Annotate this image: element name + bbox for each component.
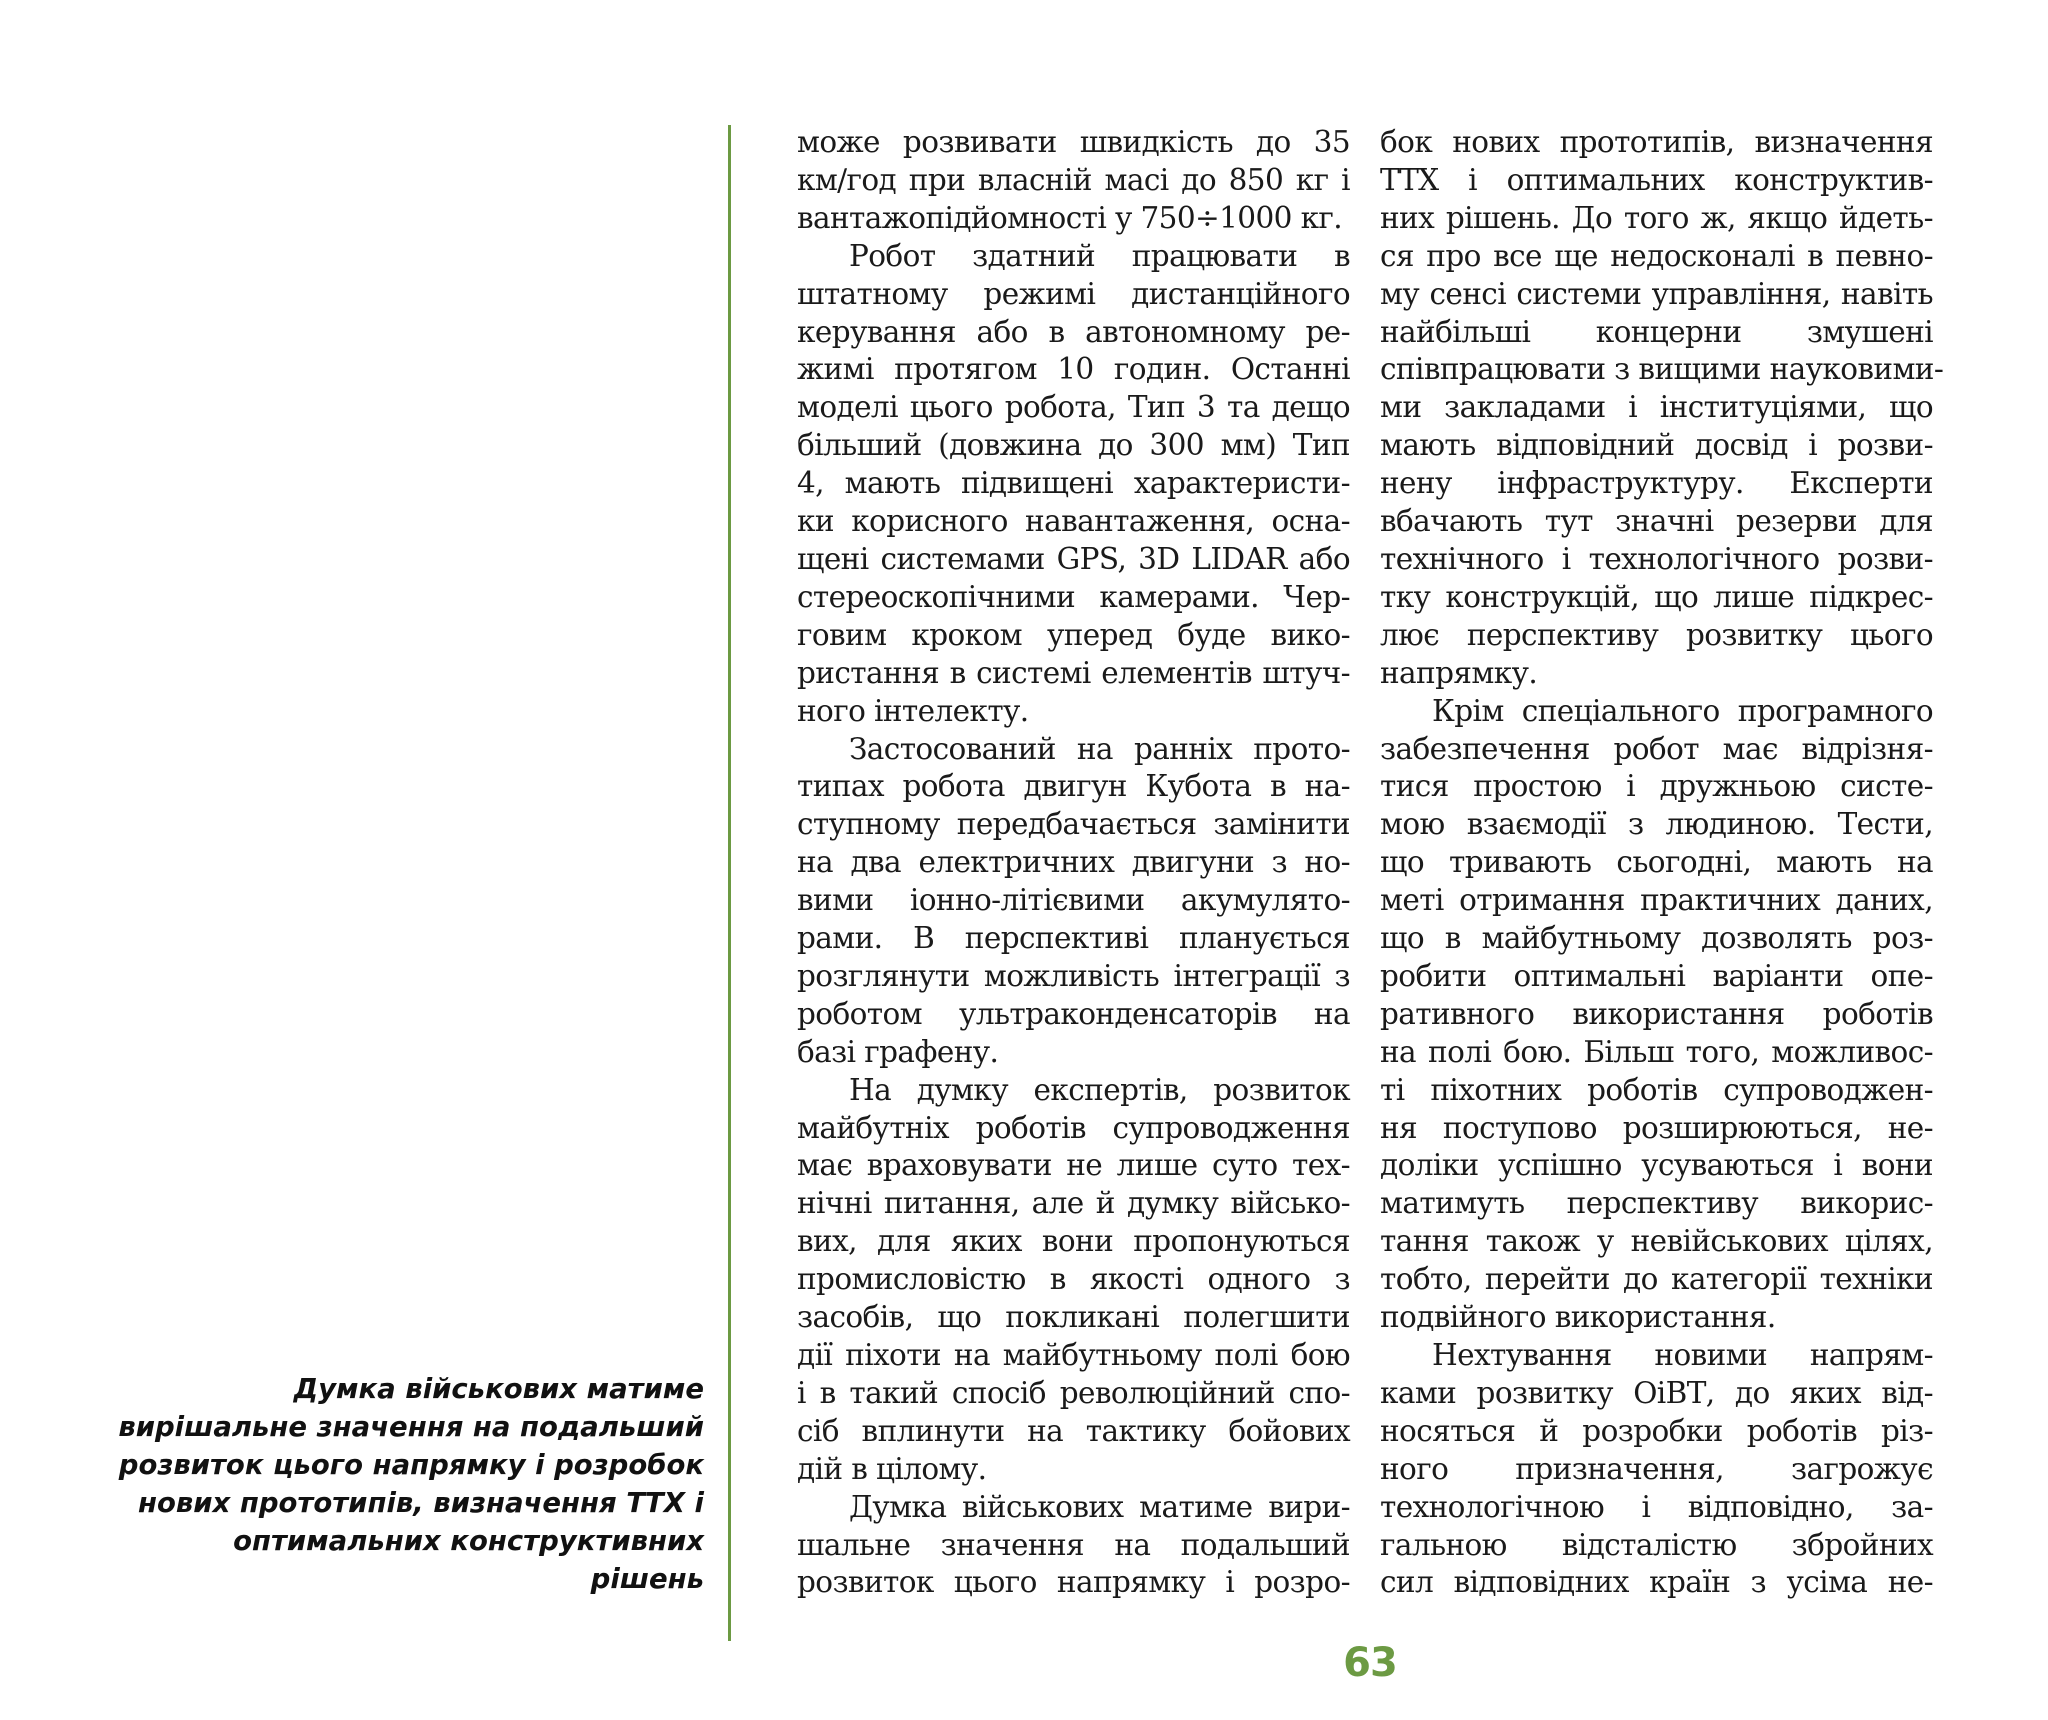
column-divider [728,125,731,1641]
text-line: Думка військових матиме вири- [849,1489,1350,1524]
text-line: ті піхотних роботів супроводжен- [1380,1072,1933,1107]
text-line: ками розвитку ОіВТ, до яких від- [1380,1375,1933,1410]
text-line: тобто, перейти до категорії техніки [1380,1262,1933,1297]
text-line: типах робота двигун Кубота в на- [797,769,1350,804]
text-line: щені системами GPS, 3D LIDAR або [797,541,1350,576]
text-line: дії піхоти на майбутньому полі бою [797,1338,1350,1372]
text-line: меті отримання практичних даних, [1380,883,1933,918]
text-line: доліки успішно усуваються і вони [1380,1148,1933,1183]
text-line: що тривають сьогодні, мають на [1380,845,1933,880]
text-line: робити оптимальні варіанти опе- [1380,958,1933,993]
pull-quote-line: розвиток цього напрямку і розробок [118,1449,704,1481]
text-line: вбачають тут значні резерви для [1380,504,1933,539]
text-line: найбільші концерни змушені [1380,314,1933,349]
text-line: матимуть перспективу викорис- [1380,1186,1933,1221]
text-line: співпрацювати з вищими науковими- [1380,352,1944,387]
text-line: розвиток цього напрямку і розро- [797,1565,1350,1600]
pull-quote [110,1370,704,1598]
text-line: На думку експертів, розвиток [849,1072,1350,1107]
text-line: ного призначення, загрожує [1380,1451,1933,1486]
pull-quote-line: оптимальних конструктивних [233,1525,704,1557]
text-line: технічного і технологічного розви- [1380,541,1933,576]
page-number: 63 [1343,1640,1397,1686]
text-line: вих, для яких вони пропонуються [797,1224,1350,1259]
pull-quote-line: нових прототипів, визначення ТТХ і [137,1487,704,1519]
text-line: нічні питання, але й думку військо- [797,1186,1350,1221]
text-line: майбутніх роботів супроводження [797,1110,1350,1145]
text-line: штатному режимі дистанційного [797,276,1350,311]
text-line: рами. В перспективі планується [797,921,1350,956]
text-line: забезпечення робот має відрізня- [1380,731,1933,766]
text-line: Нехтування новими напрям- [1432,1338,1933,1372]
text-line: дій в цілому. [797,1451,987,1486]
text-line: жимі протягом 10 годин. Останні [797,352,1350,387]
text-line: Робот здатний працювати в [849,238,1350,273]
text-line: носяться й розробки роботів різ- [1380,1413,1933,1448]
text-line: ТТХ і оптимальних конструктив- [1380,162,1933,197]
text-line: подвійного використання. [1380,1300,1776,1335]
pull-quote-line: вирішальне значення на подальший [118,1411,704,1443]
text-line: напрямку. [1380,655,1538,690]
text-line: мою взаємодії з людиною. Тести, [1380,807,1933,842]
text-line: сил відповідних країн з усіма не- [1380,1565,1933,1600]
text-line: моделі цього робота, Тип 3 та дещо [797,390,1350,425]
text-line: них рішень. До того ж, якщо йдеть- [1380,200,1933,235]
text-line: 4, мають підвищені характеристи- [797,466,1350,501]
text-line: тися простою і дружньою систе- [1380,769,1933,804]
text-line: ного інтелекту. [797,693,1029,728]
text-line: ки корисного навантаження, осна- [797,504,1350,539]
text-line: і в такий спосіб революційний спо- [797,1375,1350,1410]
text-line: стереоскопічними камерами. Чер- [797,579,1350,614]
text-column-1 [797,124,1350,1602]
text-line: вими іонно-літієвими акумулято- [797,883,1350,918]
text-line: мають відповідний досвід і розви- [1380,428,1933,463]
text-line: ступному передбачається замінити [797,807,1350,842]
text-line: засобів, що покликані полегшити [797,1300,1350,1335]
text-line: ративного використання роботів [1380,996,1933,1031]
text-line: сіб вплинути на тактику бойових [797,1413,1350,1448]
text-line: нену інфраструктуру. Експерти [1380,466,1933,501]
text-line: що в майбутньому дозволять роз- [1380,921,1933,956]
text-line: більший (довжина до 300 мм) Тип [797,428,1350,463]
text-line: ня поступово розширюються, не- [1380,1110,1933,1145]
text-line: Крім спеціального програмного [1432,693,1933,728]
text-line: ристання в системі елементів штуч- [797,655,1350,690]
text-line: на два електричних двигуни з но- [797,845,1350,880]
pull-quote-line: рішень [590,1563,704,1595]
text-line: км/год при власній масі до 850 кг і [797,162,1350,197]
text-line: промисловістю в якості одного з [797,1262,1350,1297]
text-line: шальне значення на подальший [797,1527,1350,1562]
text-line: базі графену. [797,1034,999,1069]
text-line: може розвивати швидкість до 35 [797,125,1350,159]
text-line: роботом ультраконденсаторів на [797,996,1350,1031]
text-line: ся про все ще недосконалі в певно- [1380,238,1933,273]
text-line: лює перспективу розвитку цього [1380,617,1933,652]
text-line: гальною відсталістю збройних [1380,1527,1933,1562]
text-line: на полі бою. Більш того, можливос- [1380,1034,1933,1069]
text-line: вантажопідйомності у 750÷1000 кг. [797,200,1343,235]
text-line: розглянути можливість інтеграції з [797,958,1350,993]
text-line: Застосований на ранніх прото- [849,731,1350,766]
text-line: технологічною і відповідно, за- [1380,1489,1933,1524]
text-line: бок нових прототипів, визначення [1380,125,1933,159]
text-line: тку конструкцій, що лише підкрес- [1380,579,1933,614]
text-line: має враховувати не лише суто тех- [797,1148,1350,1183]
text-line: керування або в автономному ре- [797,314,1350,349]
pull-quote-line: Думка військових матиме [293,1373,704,1405]
text-line: тання також у невійськових цілях, [1380,1224,1933,1259]
text-line: говим кроком уперед буде вико- [797,617,1350,652]
text-line: му сенсі системи управління, навіть [1380,276,1933,311]
text-column-2 [1380,124,1944,1602]
text-line: ми закладами і інституціями, що [1380,390,1933,425]
